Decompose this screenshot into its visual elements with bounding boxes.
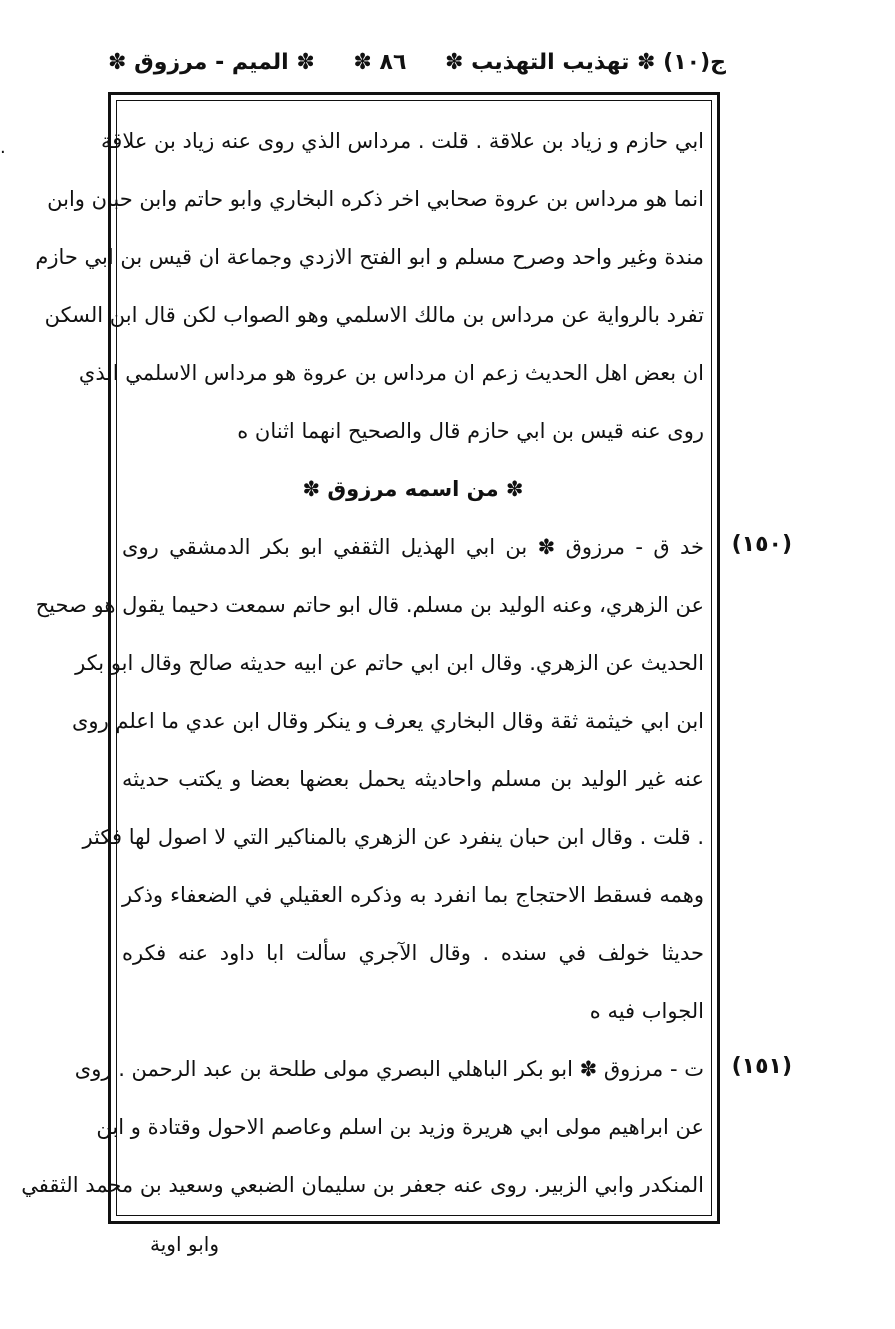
text-line: وهمه فسقط الاحتجاج بما انفرد به وذكره العقيلي في الضعفاء وذكر xyxy=(122,883,704,907)
ornament-icon: ✽ xyxy=(302,477,321,501)
entry-number-value: ١٥١ xyxy=(741,1054,782,1079)
header-page-number: ٨٦ xyxy=(379,49,407,75)
text-line: انما هو مرداس بن عروة صحابي اخر ذكره البخاري وابو حاتم وابن حبان وابن xyxy=(47,187,704,211)
text-line: حديثا خولف في سنده . وقال الآجري سألت ابا داود عنه فكره xyxy=(122,941,704,965)
ornament-icon: ✽ xyxy=(296,49,315,75)
running-header xyxy=(108,40,726,84)
entry-number: (١٥٠) xyxy=(731,532,792,557)
main-text xyxy=(21,112,704,1214)
ornament-icon: ✽ xyxy=(353,49,372,75)
text-line: الحديث عن الزهري. وقال ابن ابي حاتم عن ابيه حديثه صالح وقال ابو بكر xyxy=(75,651,704,675)
text-line: عنه غير الوليد بن مسلم واحاديثه يحمل بعضها بعضا و يكتب حديثه xyxy=(122,767,704,791)
ornament-icon: ✽ xyxy=(445,49,464,75)
header-section: الميم - مرزوق xyxy=(134,49,289,75)
margin-mark: · xyxy=(0,142,6,163)
text-line: المنكدر وابي الزبير. روى عنه جعفر بن سليمان الضبعي وسعيد بن محمد الثقفي xyxy=(21,1173,704,1197)
text-line: عن الزهري، وعنه الوليد بن مسلم. قال ابو حاتم سمعت دحيما يقول هو صحيح xyxy=(35,593,704,617)
text-line: ان بعض اهل الحديث زعم ان مرداس بن عروة هو مرداس الاسلمي الذي xyxy=(78,361,704,385)
entry-number: (١٥١) xyxy=(731,1054,792,1079)
header-volume: ج(١٠) xyxy=(663,49,726,75)
catchword: وابو اوية xyxy=(150,1232,219,1256)
text-line: ابي حازم و زياد بن علاقة . قلت . مرداس الذي روى عنه زياد بن علاقة xyxy=(101,129,704,153)
ornament-icon: ✽ xyxy=(505,477,524,501)
entry-number-value: ١٥٠ xyxy=(741,532,782,557)
text-line: ابن ابي خيثمة ثقة وقال البخاري يعرف و ينكر وقال ابن عدي ما اعلم روى xyxy=(71,709,704,733)
header-section-group xyxy=(108,50,315,75)
entry-first-line: ت - مرزوق ✽ ابو بكر الباهلي البصري مولى طلحة بن عبد الرحمن . روى xyxy=(74,1057,704,1081)
section-heading xyxy=(122,460,704,518)
header-book-title: تهذيب التهذيب xyxy=(471,49,630,75)
entry-first-line: خد ق - مرزوق ✽ بن ابي الهذيل الثقفي ابو بكر الدمشقي روى xyxy=(122,535,704,559)
section-heading-text: من اسمه مرزوق xyxy=(327,477,499,501)
header-page-group xyxy=(353,50,406,75)
text-line: الجواب فيه ه xyxy=(589,999,704,1023)
header-volume-group xyxy=(445,50,726,75)
text-line: . قلت . وقال ابن حبان ينفرد عن الزهري بالمناكير التي لا اصول لها فكثر xyxy=(82,825,704,849)
ornament-icon: ✽ xyxy=(637,49,656,75)
ornament-icon: ✽ xyxy=(108,49,127,75)
text-line: عن ابراهيم مولى ابي هريرة وزيد بن اسلم وعاصم الاحول وقتادة و ابن xyxy=(96,1115,704,1139)
text-line: روى عنه قيس بن ابي حازم قال والصحيح انهما اثنان ه xyxy=(237,419,704,443)
text-line: مندة وغير واحد وصرح مسلم و ابو الفتح الازدي وجماعة ان قيس بن ابي حازم xyxy=(35,245,704,269)
text-line: تفرد بالرواية عن مرداس بن مالك الاسلمي وهو الصواب لكن قال ابن السكن xyxy=(44,303,704,327)
